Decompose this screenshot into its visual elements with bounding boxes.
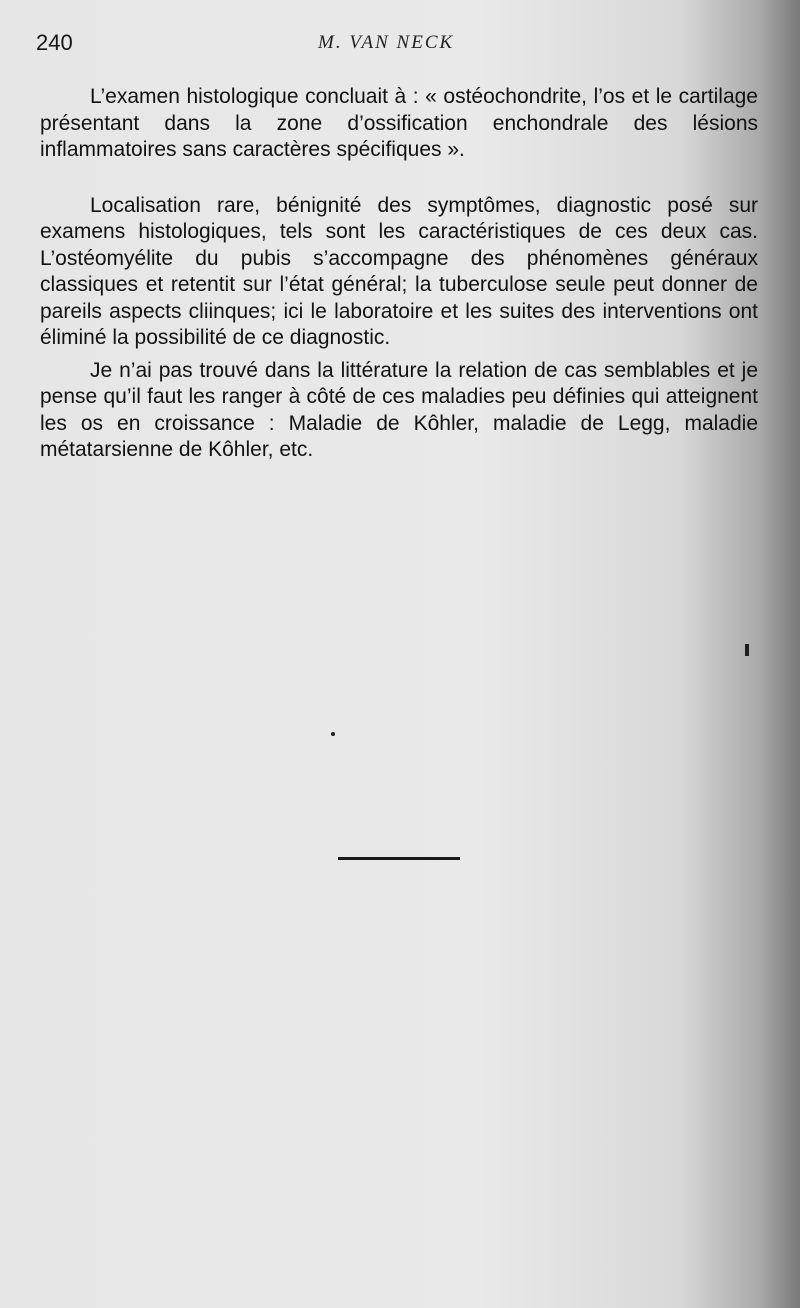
page-header: [0, 28, 800, 64]
body-text: [40, 84, 758, 464]
ink-speck: [745, 644, 749, 656]
ink-speck: [331, 732, 335, 736]
paragraph-literature: Je n’ai pas trouvé dans la littérature la relation de cas semblables et je pense qu’il faut les ranger à côté de ces maladies peu définies qui atteignent les os en croissance : Maladie de Kôhler, maladie de Legg, maladie métatarsienne de Kôhler, etc.: [40, 358, 758, 461]
paragraph-histology: L’examen histologique concluait à : « ostéochondrite, l’os et le cartilage présentant dans la zone d’ossification enchondrale des lésions inflammatoires sans caractères spécifiques ».: [40, 85, 758, 161]
paragraph-characteristics: Localisation rare, bénignité des symptômes, diagnostic posé sur examens histologiques, tels sont les caractéristiques de ces deux cas. L’ostéomyélite du pubis s’accompagne des phénomènes généraux classiques et retentit sur l’état général; la tuberculose seule peut donner de pareils aspects cliinques; ici le laboratoire et les suites des interventions ont éliminé la possibilité de ce diagnostic.: [40, 193, 758, 349]
binding-shadow: [760, 0, 800, 1308]
section-end-rule: [338, 857, 460, 860]
running-head: M. VAN NECK: [318, 32, 455, 53]
page-number: 240: [36, 30, 73, 55]
